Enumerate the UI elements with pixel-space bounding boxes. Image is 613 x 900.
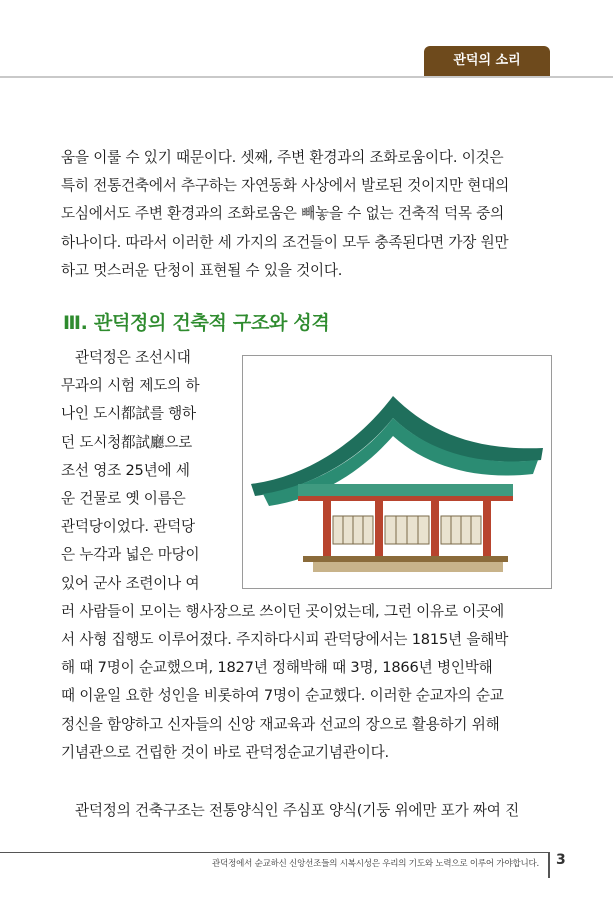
top-divider [0, 76, 613, 78]
text-line: 운 건물로 옛 이름은 [61, 490, 186, 508]
text-line: 관덕당이었다. 관덕당 [61, 518, 195, 536]
text-line: 기념관으로 건립한 것이 바로 관덕정순교기념관이다. [61, 743, 389, 761]
text-line: 있어 군사 조련이나 여 [61, 574, 200, 592]
text-line: 러 사람들이 모이는 행사장으로 쓰이던 곳이었는데, 그런 이유로 이곳에 [61, 602, 504, 620]
bracket-band [298, 484, 513, 498]
footer-separator [548, 852, 550, 878]
text-line: 은 누각과 넓은 마당이 [61, 546, 200, 564]
section-tab: 관덕의 소리 [424, 46, 550, 76]
beam [298, 496, 513, 501]
section-heading: Ⅲ. 관덕정의 건축적 구조와 성격 [63, 312, 330, 334]
text-line: 움을 이룰 수 있기 때문이다. 셋째, 주변 환경과의 조화로움이다. 이것은 [61, 149, 504, 166]
text-line: 관덕정은 조선시대 [75, 349, 191, 366]
text-line: 특히 전통건축에서 추구하는 자연동화 사상에서 발로된 것이지만 현대의 [61, 177, 510, 195]
text-line: 서 사형 집행도 이루어졌다. 주지하다시피 관덕당에서는 1815년 을해박 [61, 631, 509, 649]
upper-roof [251, 396, 543, 496]
text-line: 정신을 함양하고 신자들의 신앙 재교육과 선교의 장으로 활용하기 위해 [61, 715, 500, 733]
pavilion-photo [242, 355, 552, 589]
pillar [375, 501, 383, 556]
railing [303, 556, 508, 562]
paragraph-harmony [61, 144, 553, 285]
footer-caption: 관덕정에서 순교하신 신앙선조들의 시복시성은 우리의 기도와 노력으로 이루어 가야합니다. [212, 859, 539, 869]
page-number: 3 [556, 852, 566, 868]
text-line: 때 이윤일 요한 성인을 비롯하여 7명이 순교했다. 이러한 순교자의 순교 [61, 687, 504, 705]
pillar [431, 501, 439, 556]
pavilion-illustration [243, 356, 551, 588]
pillar [483, 501, 491, 556]
base [313, 562, 503, 572]
text-line: 나인 도시都試를 행하 [61, 405, 196, 423]
text-line: 조선 영조 25년에 세 [61, 461, 190, 479]
pillar [323, 501, 331, 556]
text-line: 무과의 시험 제도의 하 [61, 377, 200, 395]
text-line: 하고 멋스러운 단청이 표현될 수 있을 것이다. [61, 261, 343, 279]
footer-divider [0, 852, 548, 853]
text-line: 도심에서도 주변 환경과의 조화로움은 빼놓을 수 없는 건축적 덕목 중의 [61, 205, 504, 223]
text-line: 해 때 7명이 순교했으며, 1827년 정해박해 때 3명, 1866년 병인박해 [61, 659, 493, 677]
text-line: 관덕정의 건축구조는 전통양식인 주심포 양식(기둥 위에만 포가 짜여 진 [75, 802, 520, 819]
text-line: 던 도시청都試廳으로 [61, 433, 193, 451]
paragraph-structure [61, 797, 553, 825]
text-line: 하나이다. 따라서 이러한 세 가지의 조건들이 모두 충족된다면 가장 원만 [61, 233, 509, 251]
